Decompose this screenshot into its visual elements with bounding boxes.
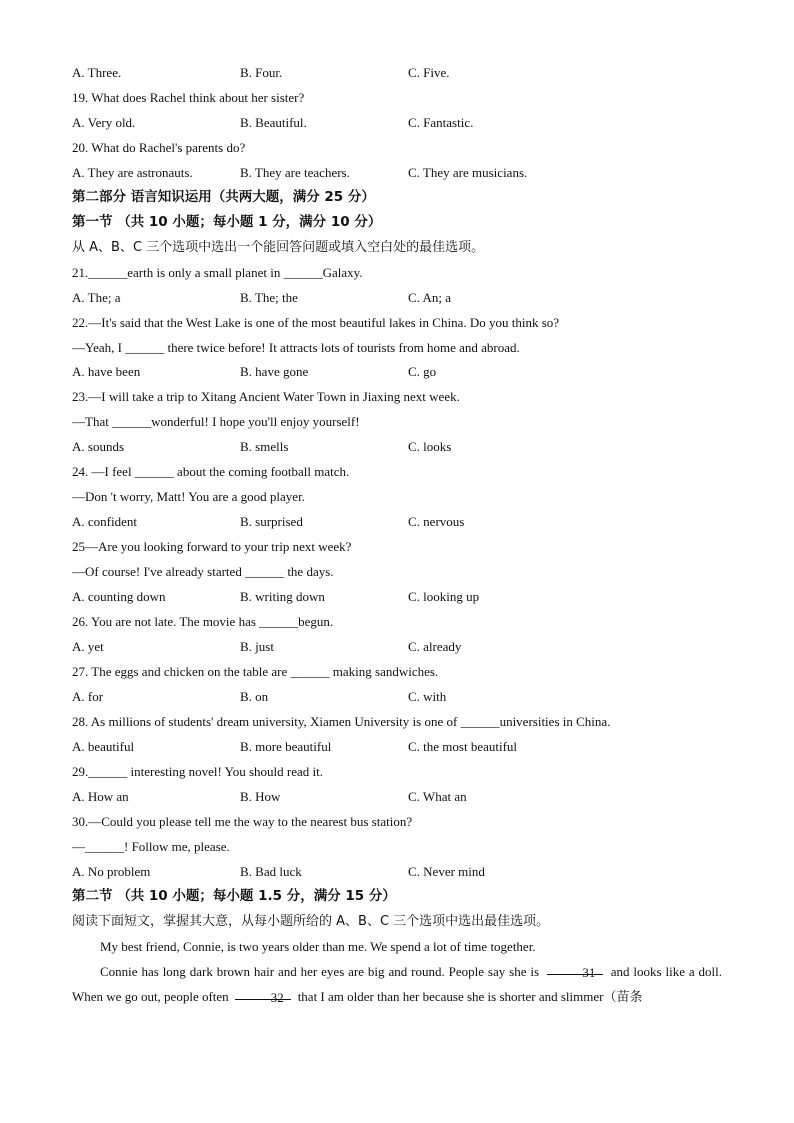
q26-option-a[interactable]: A. yet [72,639,104,654]
q21-option-b[interactable]: B. The; the [240,290,298,305]
q22-stem: 22.—It's said that the West Lake is one of the most beautiful lakes in China. Do you think so? [72,315,560,330]
section1-instruction: 从 A、B、C 三个选项中选出一个能回答问题或填入空白处的最佳选项。 [72,240,485,255]
q18-option-a[interactable]: A. Three. [72,65,122,80]
section1-heading: 第一节 （共 10 小题；每小题 1 分，满分 10 分） [72,214,382,230]
q23-reply: —That ______wonderful! I hope you'll enjoy yourself! [72,414,360,429]
q30-stem: 30.—Could you please tell me the way to the nearest bus station? [72,814,413,829]
q27-options [72,684,722,709]
q25-stem: 25—Are you looking forward to your trip next week? [72,539,352,554]
q30-option-c[interactable]: C. Never mind [408,864,485,879]
q21-option-c[interactable]: C. An; a [408,290,451,305]
q18-option-c[interactable]: C. Five. [408,65,450,80]
passage-text-after-31: and looks like a doll. When we go out, people often [72,964,723,1004]
q27-option-a[interactable]: A. for [72,689,104,704]
q21-stem: 21.______earth is only a small planet in ______Galaxy. [72,265,363,280]
q25-options [72,584,722,609]
q23-option-b[interactable]: B. smells [240,439,289,454]
q28-option-b[interactable]: B. more beautiful [240,739,332,754]
passage-text-after-32: that I am older than her because she is shorter and slimmer（苗条 [297,989,643,1004]
q28-option-a[interactable]: A. beautiful [72,739,135,754]
q22-option-b[interactable]: B. have gone [240,364,309,379]
q20-stem: 20. What do Rachel's parents do? [72,140,246,155]
q24-options [72,509,722,534]
q29-option-b[interactable]: B. How [240,789,281,804]
q23-stem: 23.—I will take a trip to Xitang Ancient Water Town in Jiaxing next week. [72,389,460,404]
q23-options [72,434,722,459]
q28-option-c[interactable]: C. the most beautiful [408,739,518,754]
q30-option-b[interactable]: B. Bad luck [240,864,302,879]
blank-31: 31 [547,960,603,975]
q21-option-a[interactable]: A. The; a [72,290,121,305]
q24-stem: 24. —I feel ______ about the coming football match. [72,464,350,479]
q29-option-c[interactable]: C. What an [408,789,467,804]
q19-option-a[interactable]: A. Very old. [72,115,136,130]
q30-option-a[interactable]: A. No problem [72,864,151,879]
q29-options [72,784,722,809]
q24-option-c[interactable]: C. nervous [408,514,465,529]
q19-stem: 19. What does Rachel think about her sister? [72,90,305,105]
q22-reply: —Yeah, I ______ there twice before! It attracts lots of tourists from home and abroad. [72,340,520,355]
q28-options [72,734,722,759]
passage-paragraph-2 [72,959,722,1009]
q19-option-b[interactable]: B. Beautiful. [240,115,307,130]
q26-stem: 26. You are not late. The movie has ______begun. [72,614,334,629]
q22-option-a[interactable]: A. have been [72,364,141,379]
q27-option-c[interactable]: C. with [408,689,447,704]
q26-options [72,634,722,659]
q26-option-c[interactable]: C. already [408,639,462,654]
q18-options [72,60,722,85]
blank-32: 32 [235,985,291,1000]
q25-reply: —Of course! I've already started ______ the days. [72,564,334,579]
section2-instruction: 阅读下面短文，掌握其大意，从每小题所给的 A、B、C 三个选项中选出最佳选项。 [72,914,550,929]
q21-options [72,285,722,310]
q26-option-b[interactable]: B. just [240,639,274,654]
q25-option-c[interactable]: C. looking up [408,589,480,604]
q18-option-b[interactable]: B. Four. [240,65,283,80]
q24-option-b[interactable]: B. surprised [240,514,303,529]
q29-stem: 29.______ interesting novel! You should read it. [72,764,323,779]
q30-reply: —______! Follow me, please. [72,839,230,854]
reading-passage [72,934,722,1009]
passage-text-before-31: Connie has long dark brown hair and her eyes are big and round. People say she is [100,964,540,979]
q27-stem: 27. The eggs and chicken on the table are ______ making sandwiches. [72,664,439,679]
q19-option-c[interactable]: C. Fantastic. [408,115,474,130]
q25-option-b[interactable]: B. writing down [240,589,325,604]
q20-option-b[interactable]: B. They are teachers. [240,165,350,180]
q23-option-c[interactable]: C. looks [408,439,452,454]
section2-heading: 第二节 （共 10 小题；每小题 1.5 分，满分 15 分） [72,888,396,904]
q28-stem: 28. As millions of students' dream university, Xiamen University is one of ______universities in China. [72,714,611,729]
q24-option-a[interactable]: A. confident [72,514,137,529]
q24-reply: —Don 't worry, Matt! You are a good player. [72,489,305,504]
q20-option-c[interactable]: C. They are musicians. [408,165,528,180]
q25-option-a[interactable]: A. counting down [72,589,166,604]
q20-option-a[interactable]: A. They are astronauts. [72,165,193,180]
passage-paragraph-1: My best friend, Connie, is two years older than me. We spend a lot of time together. [100,939,536,954]
q27-option-b[interactable]: B. on [240,689,269,704]
q30-options [72,859,722,884]
q22-options [72,359,722,384]
q19-options [72,110,722,135]
part2-heading: 第二部分 语言知识运用（共两大题，满分 25 分） [72,189,375,205]
q22-option-c[interactable]: C. go [408,364,437,379]
q29-option-a[interactable]: A. How an [72,789,129,804]
q20-options [72,160,722,185]
q23-option-a[interactable]: A. sounds [72,439,125,454]
